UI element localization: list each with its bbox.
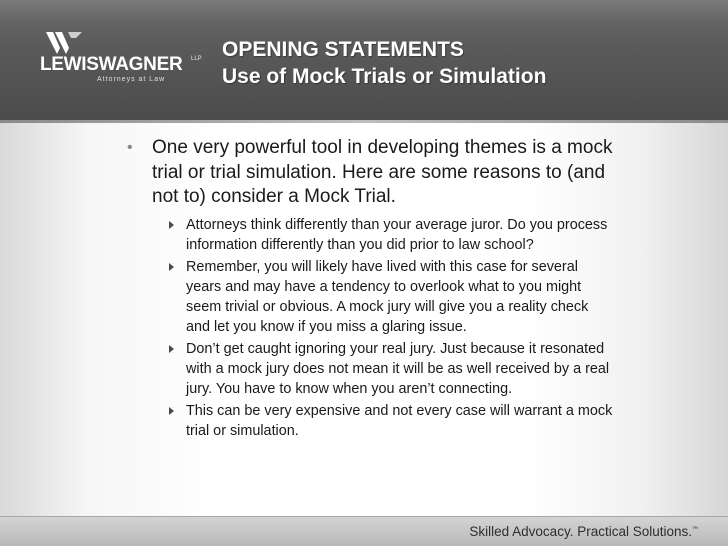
footer-bar: [0, 516, 728, 546]
slide-content: [126, 136, 616, 443]
triangle-right-icon: [169, 407, 174, 415]
header-sheen: [0, 0, 728, 22]
header-bar: [0, 0, 728, 120]
main-bullet: [126, 136, 616, 210]
double-chevron-logo-icon: [46, 32, 82, 54]
sub-bullet-text: Attorneys think differently than your average juror. Do you process information differently than you did prior to law school?: [186, 216, 608, 253]
logo-wordmark: LEWISWAGNER: [40, 54, 183, 75]
footer-tagline: [469, 524, 698, 539]
firm-logo: [40, 32, 206, 88]
sub-bullet-item: [169, 401, 616, 441]
slide-title: [222, 36, 546, 90]
trademark-symbol: ™: [692, 526, 698, 533]
sub-bullet-item: [169, 339, 616, 399]
sub-bullet-item: [169, 215, 616, 255]
sub-bullet-list: [126, 215, 616, 441]
title-line-1: OPENING STATEMENTS: [222, 38, 464, 61]
main-bullet-text: One very powerful tool in developing themes is a mock trial or trial simulation. Here are some reasons to (and not to) consider a Mock Trial.: [152, 137, 613, 207]
triangle-right-icon: [169, 345, 174, 353]
title-line-2: Use of Mock Trials or Simulation: [222, 65, 547, 88]
triangle-right-icon: [169, 221, 174, 229]
logo-llp: LLP: [191, 56, 202, 62]
triangle-right-icon: [169, 263, 174, 271]
sub-bullet-text: Don’t get caught ignoring your real jury. Just because it resonated with a mock jury does not mean it will be as well received by a real jury. You have to know when you aren’t connecting.: [186, 340, 610, 397]
bullet-dot: •: [127, 139, 133, 156]
logo-subtitle: Attorneys at Law: [97, 76, 166, 83]
sub-bullet-item: [169, 257, 616, 337]
sub-bullet-text: Remember, you will likely have lived with this case for several years and may have a tendency to overlook what to you might seem trivial or obvious. A mock jury will give you a reality check and let you know if you miss a glaring issue.: [186, 258, 589, 335]
header-divider: [0, 120, 728, 123]
sub-bullet-text: This can be very expensive and not every case will warrant a mock trial or simulation.: [186, 402, 613, 439]
tagline-text: Skilled Advocacy. Practical Solutions.: [469, 524, 692, 539]
